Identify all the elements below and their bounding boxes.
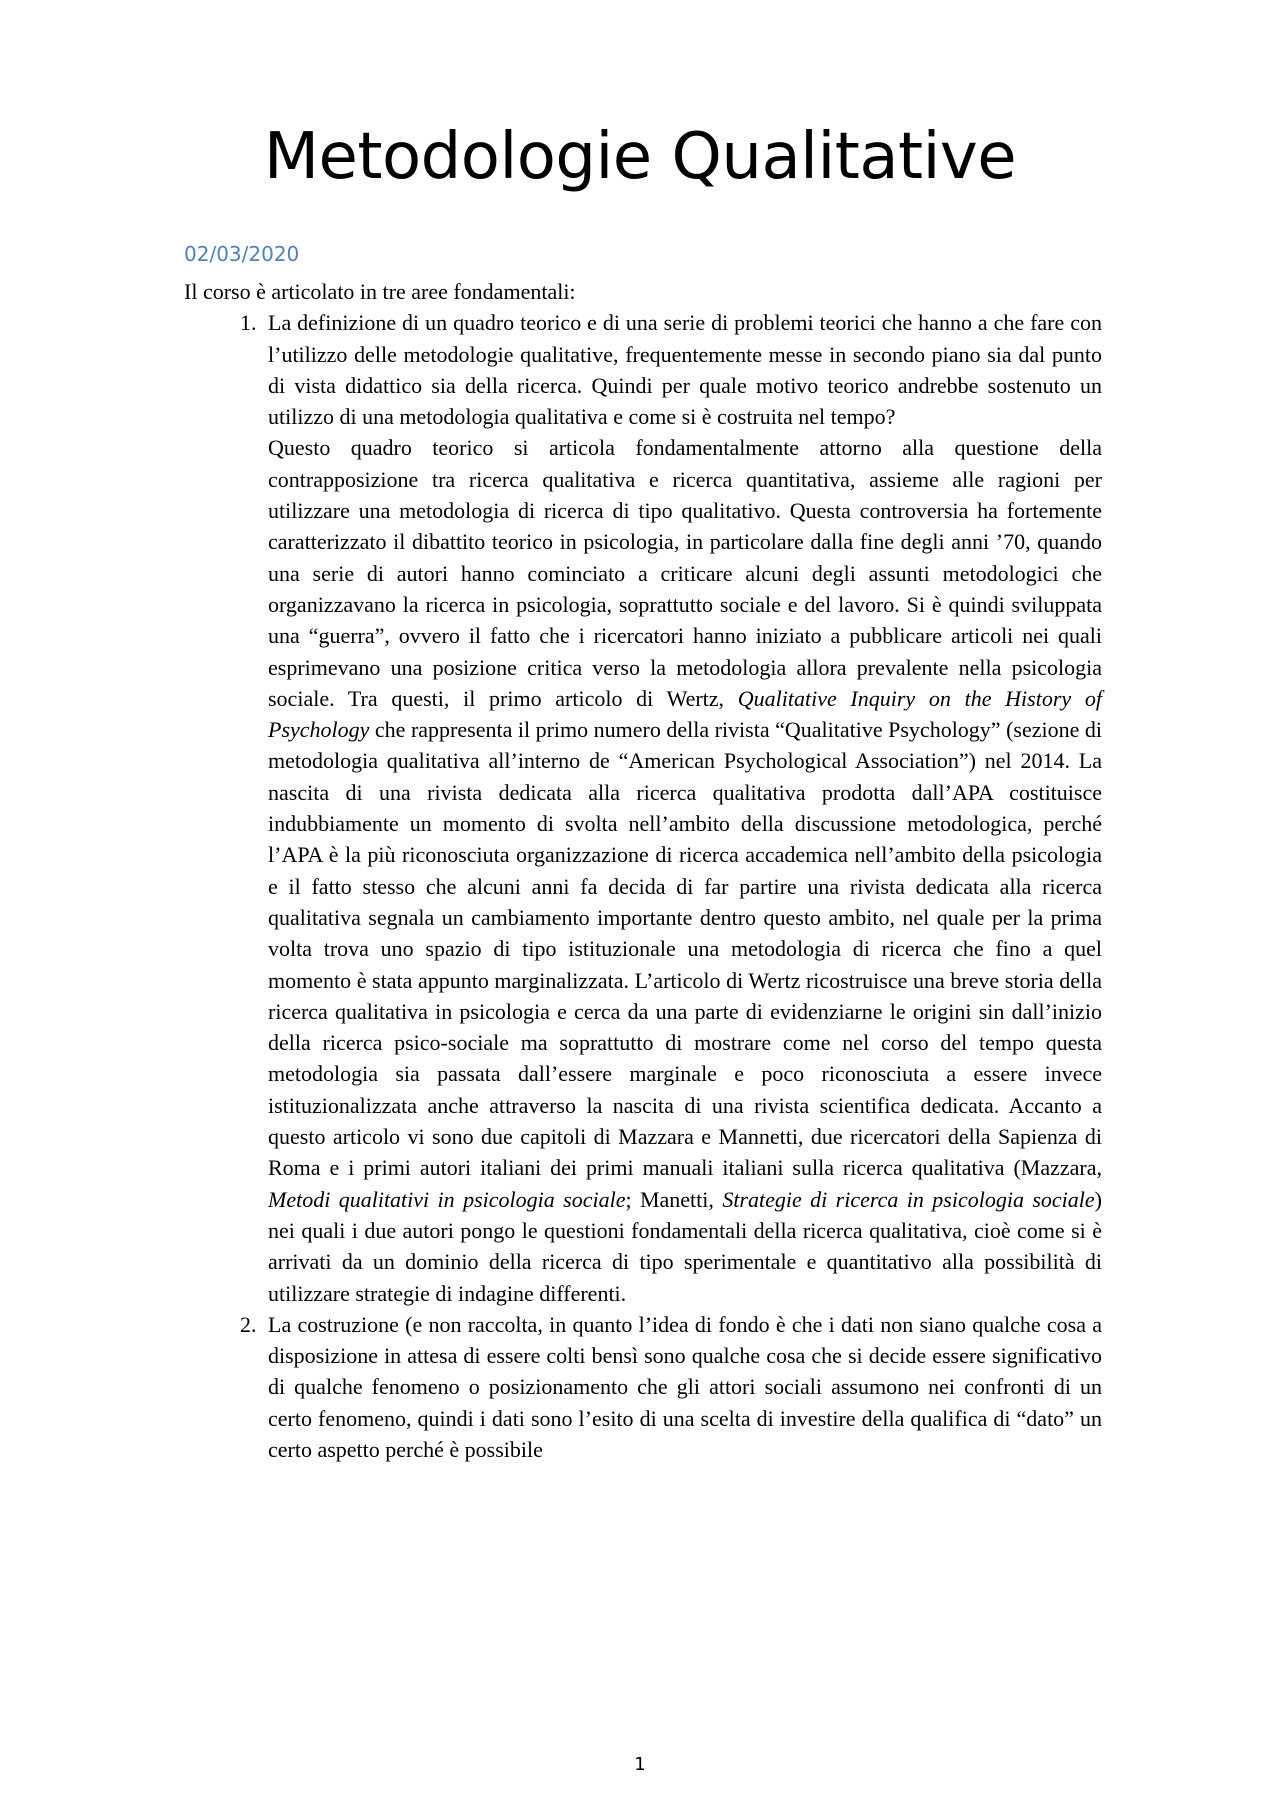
item1-p2-text4: ) nei quali i due autori pongo le questioni fondamentali della ricerca qualitativa, cioè come si è arrivati da un dominio della ricerca di tipo sperimentale e quantitativo alla possibilità di utilizzare strategie di indagine differenti. bbox=[268, 1186, 1102, 1306]
intro-paragraph: Il corso è articolato in tre aree fondamentali: bbox=[184, 279, 576, 304]
mazzara-book-title: Metodi qualitativi in psicologia sociale bbox=[268, 1186, 626, 1212]
item1-paragraph1: 1. La definizione di un quadro teorico e di una serie di problemi teorici che hanno a che fare con l’utilizzo delle metodologie qualitative, frequentemente messe in secondo piano sia dal punto di vista didattico sia della ricerca. Quindi per quale motivo teorico andrebbe sostenuto un utilizzo di una metodologia qualitativa e come si è costruita nel tempo? bbox=[268, 310, 1102, 430]
page-number: 1 bbox=[634, 1754, 646, 1775]
lecture-date: 02/03/2020 bbox=[184, 242, 300, 266]
document-title: Metodologie Qualitative bbox=[263, 120, 1017, 194]
wertz-article-title: Qualitative Inquiry on the History of Psychology bbox=[268, 685, 1102, 743]
list-item bbox=[262, 1309, 1102, 1465]
list-item bbox=[262, 307, 1102, 1309]
item1-paragraph2 bbox=[268, 432, 1102, 1308]
course-areas-list bbox=[184, 307, 1102, 1465]
document-body bbox=[184, 276, 1102, 1465]
item2-paragraph1: 2. La costruzione (e non raccolta, in quanto l’idea di fondo è che i dati non siano qualche cosa a disposizione in attesa di essere colti bensì sono qualche cosa che si decide essere significativo di qualche fenomeno o posizionamento che gli attori sociali assumono nei confronti di un certo fenomeno, quindi i dati sono l’esito di una scelta di investire della qualifica di “dato” un certo aspetto perché è possibile bbox=[268, 1311, 1102, 1462]
manetti-book-title: Strategie di ricerca in psicologia sociale bbox=[722, 1186, 1095, 1212]
item1-p2-text1: Questo quadro teorico si articola fondamentalmente attorno alla questione della contrapposizione tra ricerca qualitativa e ricerca quantitativa, assieme alle ragioni per utilizzare una metodologia di ricerca di tipo qualitativo. Questa controversia ha fortemente caratterizzato il dibattito teorico in psicologia, in particolare dalla fine degli anni ’70, quando una serie di autori hanno cominciato a criticare alcuni degli assunti metodologici che organizzavano la ricerca in psicologia, soprattutto sociale e del lavoro. Si è quindi sviluppata una “guerra”, ovvero il fatto che i ricercatori hanno iniziato a pubblicare articoli nei quali esprimevano una posizione critica verso la metodologia allora prevalente nella psicologia sociale. Tra questi, il primo articolo di Wertz, bbox=[268, 435, 1102, 711]
item1-p2-text3: ; Manetti, bbox=[625, 1186, 723, 1212]
item1-p2-text2: che rappresenta il primo numero della rivista “Qualitative Psychology” (sezione di metodologia qualitativa all’interno de “American Psychological Association”) nel 2014. La nascita di una rivista dedicata alla ricerca qualitativa prodotta dall’APA costituisce indubbiamente un momento di svolta nell’ambito della discussione metodologica, perché l’APA è la più riconosciuta organizzazione di ricerca accademica nell’ambito della psicologia e il fatto stesso che alcuni anni fa decida di far partire una rivista dedicata alla ricerca qualitativa segnala un cambiamento importante dentro questo ambito, nel quale per la prima volta trova uno spazio di tipo istituzionale una metodologia di ricerca che fino a quel momento è stata appunto marginalizzata. L’articolo di Wertz ricostruisce una breve storia della ricerca qualitativa in psicologia e cerca da una parte di evidenziarne le origini sin dall’inizio della ricerca psico-sociale ma soprattutto di mostrare come nel corso del tempo questa metodologia sia passata dall’essere marginale e poco riconosciuta a essere invece istituzionalizzata anche attraverso la nascita di una rivista scientifica dedicata. Accanto a questo articolo vi sono due capitoli di Mazzara e Mannetti, due ricercatori della Sapienza di Roma e i primi autori italiani dei primi manuali italiani sulla ricerca qualitativa (Mazzara, bbox=[268, 717, 1102, 1181]
